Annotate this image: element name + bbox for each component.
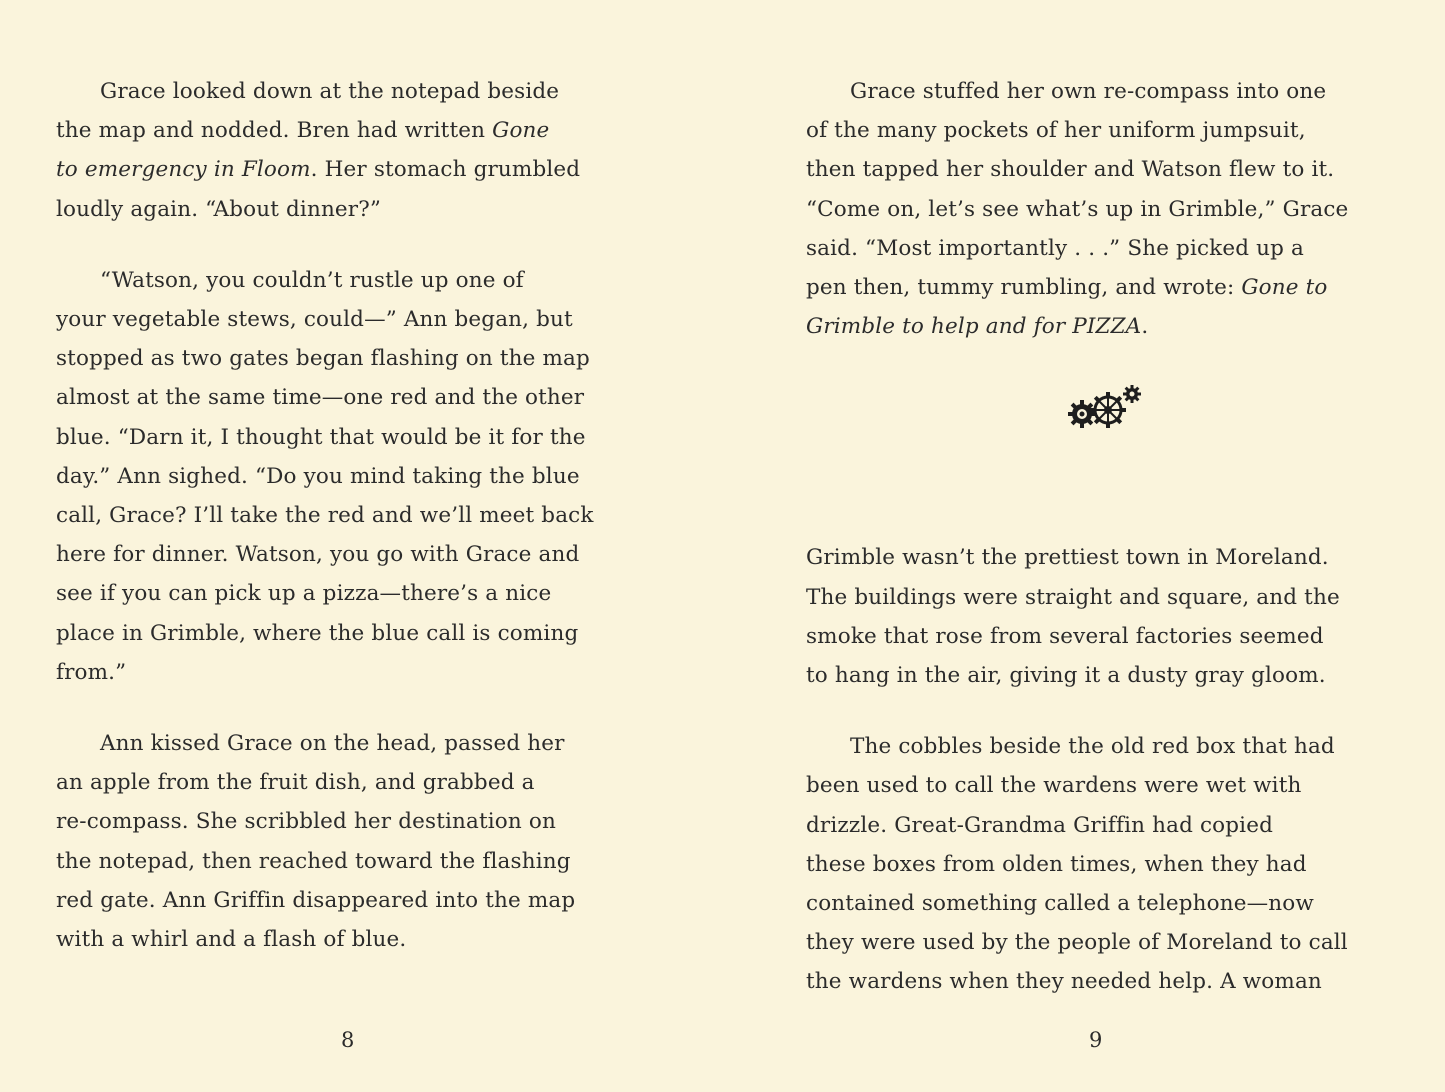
right-page-text-top: [806, 72, 1406, 346]
text-run: of the many pockets of her uniform jumpsuit,: [806, 118, 1306, 144]
text-run: said. “Most importantly . . .” She picked up a: [806, 235, 1304, 261]
text-line: [806, 962, 1406, 1001]
text-run: pen then, tummy rumbling, and wrote:: [806, 275, 1242, 301]
text-run: your vegetable stews, could—” Ann began, but: [56, 307, 573, 333]
text-run: “Come on, let’s see what’s up in Grimble,” Grace: [806, 196, 1349, 222]
text-line: [56, 339, 656, 378]
text-line: [806, 268, 1406, 307]
text-line: [806, 766, 1406, 805]
text-line: [56, 72, 656, 111]
italic-text: Grimble to help and for PIZZA: [806, 314, 1142, 340]
text-line: [56, 574, 656, 613]
text-line: [56, 190, 656, 229]
text-run: re-compass. She scribbled her destination on: [56, 809, 556, 835]
text-run: day.” Ann sighed. “Do you mind taking the blue: [56, 463, 580, 489]
text-line: [56, 614, 656, 653]
text-run: from.”: [56, 659, 127, 685]
text-line: [56, 881, 656, 920]
text-run: to hang in the air, giving it a dusty gray gloom.: [806, 663, 1326, 689]
paragraph: [56, 72, 656, 229]
text-line: [56, 418, 656, 457]
text-line: [56, 378, 656, 417]
text-run: . Her stomach grumbled: [310, 157, 581, 183]
text-line: [56, 457, 656, 496]
text-line: [806, 727, 1406, 766]
text-line: [56, 763, 656, 802]
text-line: [56, 653, 656, 692]
text-line: [56, 111, 656, 150]
text-run: red gate. Ann Griffin disappeared into the map: [56, 887, 576, 913]
text-run: smoke that rose from several factories seemed: [806, 623, 1324, 649]
paragraph: [806, 727, 1406, 1001]
text-line: [806, 806, 1406, 845]
gears-ornament-svg: [1068, 382, 1144, 434]
text-run: then tapped her shoulder and Watson flew to it.: [806, 157, 1335, 183]
gears-icon: [806, 378, 1406, 438]
text-run: drizzle. Great-Grandma Griffin had copied: [806, 812, 1273, 838]
text-line: [806, 229, 1406, 268]
paragraph: [56, 724, 656, 959]
text-run: call, Grace? I’ll take the red and we’ll meet back: [56, 503, 594, 529]
right-page-text-bottom: [806, 538, 1406, 1001]
text-line: [56, 724, 656, 763]
text-run: loudly again. “About dinner?”: [56, 196, 382, 222]
text-run: with a whirl and a flash of blue.: [56, 927, 407, 953]
text-line: [56, 802, 656, 841]
text-run: the notepad, then reached toward the flashing: [56, 848, 571, 874]
text-run: they were used by the people of Moreland to call: [806, 930, 1348, 956]
text-line: [56, 535, 656, 574]
page-number: 9: [1089, 1028, 1103, 1052]
text-run: an apple from the fruit dish, and grabbed a: [56, 770, 535, 796]
text-line: [56, 150, 656, 189]
text-run: almost at the same time—one red and the other: [56, 385, 585, 411]
text-run: Ann kissed Grace on the head, passed her: [100, 731, 565, 757]
text-run: blue. “Darn it, I thought that would be it for the: [56, 424, 586, 450]
text-line: [806, 923, 1406, 962]
italic-text: Gone: [492, 118, 550, 144]
text-line: [56, 842, 656, 881]
text-run: here for dinner. Watson, you go with Grace and: [56, 542, 580, 568]
text-line: [806, 72, 1406, 111]
text-run: stopped as two gates began flashing on the map: [56, 346, 590, 372]
text-line: [806, 111, 1406, 150]
paragraph: [806, 538, 1406, 695]
left-page-text: [56, 72, 656, 959]
text-run: the map and nodded. Bren had written: [56, 118, 493, 144]
text-run: contained something called a telephone—now: [806, 891, 1314, 917]
text-line: [56, 920, 656, 959]
text-run: the wardens when they needed help. A woman: [806, 969, 1322, 995]
italic-text: Gone to: [1241, 275, 1328, 301]
text-line: [806, 656, 1406, 695]
text-run: been used to call the wardens were wet with: [806, 773, 1302, 799]
text-run: these boxes from olden times, when they had: [806, 851, 1307, 877]
text-run: Grace looked down at the notepad beside: [100, 79, 560, 104]
text-run: The buildings were straight and square, and the: [806, 584, 1340, 610]
text-line: [806, 578, 1406, 617]
text-line: [806, 307, 1406, 346]
text-run: .: [1141, 314, 1149, 340]
italic-text: to emergency in Floom: [56, 157, 311, 183]
text-run: Grimble wasn’t the prettiest town in Moreland.: [806, 545, 1329, 571]
text-line: [806, 190, 1406, 229]
text-line: [806, 617, 1406, 656]
right-page: [806, 72, 1406, 1034]
paragraph: [806, 72, 1406, 346]
page-number: 8: [341, 1028, 355, 1052]
text-run: place in Grimble, where the blue call is coming: [56, 620, 579, 646]
text-line: [56, 261, 656, 300]
text-run: The cobbles beside the old red box that had: [850, 734, 1335, 760]
left-page: [56, 72, 656, 991]
text-run: “Watson, you couldn’t rustle up one of: [100, 267, 524, 293]
paragraph: [56, 261, 656, 692]
text-line: [806, 845, 1406, 884]
text-line: [806, 538, 1406, 577]
text-run: Grace stuffed her own re-compass into one: [850, 79, 1327, 104]
text-run: see if you can pick up a pizza—there’s a nice: [56, 581, 552, 607]
text-line: [806, 884, 1406, 923]
text-line: [806, 150, 1406, 189]
text-line: [56, 496, 656, 535]
text-line: [56, 300, 656, 339]
